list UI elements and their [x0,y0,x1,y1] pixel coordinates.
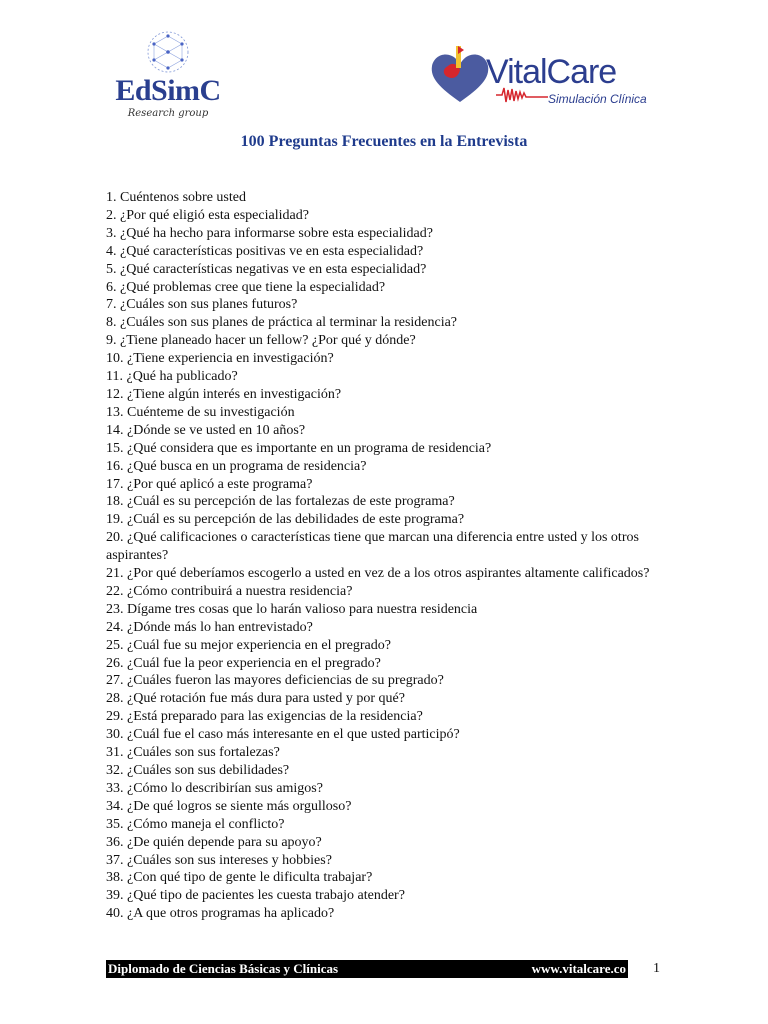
list-item: 3. ¿Qué ha hecho para informarse sobre esta especialidad? [106,225,433,241]
list-item: 18. ¿Cuál es su percepción de las fortalezas de este programa? [106,494,455,510]
list-item: 14. ¿Dónde se ve usted en 10 años? [106,422,306,438]
list-item: 27. ¿Cuáles fueron las mayores deficiencias de su pregrado? [106,673,444,689]
list-item: 26. ¿Cuál fue la peor experiencia en el pregrado? [106,655,381,671]
list-item: 4. ¿Qué características positivas ve en esta especialidad? [106,243,424,259]
footer-course-name: Diplomado de Ciencias Básicas y Clínicas [108,961,339,976]
list-item: 12. ¿Tiene algún interés en investigación? [106,386,342,402]
list-item: 16. ¿Qué busca en un programa de residencia? [106,458,367,474]
footer-website-link[interactable]: www.vitalcare.co [531,961,626,976]
list-item: 15. ¿Qué considera que es importante en un programa de residencia? [106,440,492,456]
list-item: 30. ¿Cuál fue el caso más interesante en el que usted participó? [106,727,460,743]
list-item: 13. Cuénteme de su investigación [106,404,295,420]
list-item: 32. ¿Cuáles son sus debilidades? [106,763,290,778]
list-item: 10. ¿Tiene experiencia en investigación? [106,351,334,367]
list-item: 25. ¿Cuál fue su mejor experiencia en el pregrado? [106,637,391,653]
list-item: 20. ¿Qué calificaciones o características tiene que marcan una diferencia entre usted y los otros aspirantes? [106,530,639,564]
vitalcare-subtitle: Simulación Clínica [548,92,647,106]
list-item: 23. Dígame tres cosas que lo harán valioso para nuestra residencia [106,601,478,617]
network-globe-icon [144,28,192,76]
edsimc-subtitle: Research group [127,108,209,119]
list-item: 11. ¿Qué ha publicado? [106,369,238,385]
list-item: 21. ¿Por qué deberíamos escogerlo a usted en vez de a los otros aspirantes altamente calificados? [106,566,650,582]
question-list [106,189,666,923]
edsimc-logo [106,28,230,128]
list-item: 31. ¿Cuáles son sus fortalezas? [106,745,280,761]
edsimc-brand: EdSimC [115,74,221,107]
list-item: 1. Cuéntenos sobre usted [106,190,246,205]
list-item: 33. ¿Cómo lo describirían sus amigos? [106,780,323,796]
list-item: 22. ¿Cómo contribuirá a nuestra residencia? [106,583,353,599]
list-item: 9. ¿Tiene planeado hacer un fellow? ¿Por qué y dónde? [106,333,416,349]
list-item: 24. ¿Dónde más lo han entrevistado? [106,619,313,635]
list-item: 36. ¿De quién depende para su apoyo? [106,834,322,850]
list-item: 37. ¿Cuáles son sus intereses y hobbies? [106,852,332,868]
list-item: 6. ¿Qué problemas cree que tiene la especialidad? [106,279,386,295]
list-item: 19. ¿Cuál es su percepción de las debilidades de este programa? [106,512,465,528]
vitalcare-logo [428,44,660,114]
footer-bar [106,960,628,978]
page-title: 100 Preguntas Frecuentes en la Entrevista [240,133,528,150]
list-item: 17. ¿Por qué aplicó a este programa? [106,476,313,492]
pulse-line-icon [496,86,548,104]
list-item: 7. ¿Cuáles son sus planes futuros? [106,297,298,313]
list-item: 5. ¿Qué características negativas ve en esta especialidad? [106,261,427,277]
vitalcare-brand: VitalCare [486,53,617,91]
page-number: 1 [653,961,660,976]
list-item: 2. ¿Por qué eligió esta especialidad? [106,207,309,223]
list-item: 34. ¿De qué logros se siente más orgulloso? [106,798,352,814]
list-item: 28. ¿Qué rotación fue más dura para usted y por qué? [106,691,405,707]
list-item: 39. ¿Qué tipo de pacientes les cuesta trabajo atender? [106,888,405,904]
list-item: 35. ¿Cómo maneja el conflicto? [106,816,285,832]
list-item: 8. ¿Cuáles son sus planes de práctica al terminar la residencia? [106,315,458,331]
list-item: 38. ¿Con qué tipo de gente le dificulta trabajar? [106,870,373,886]
list-item: 29. ¿Está preparado para las exigencias de la residencia? [106,709,423,725]
heart-icon [428,44,492,108]
list-item: 40. ¿A que otros programas ha aplicado? [106,906,335,922]
